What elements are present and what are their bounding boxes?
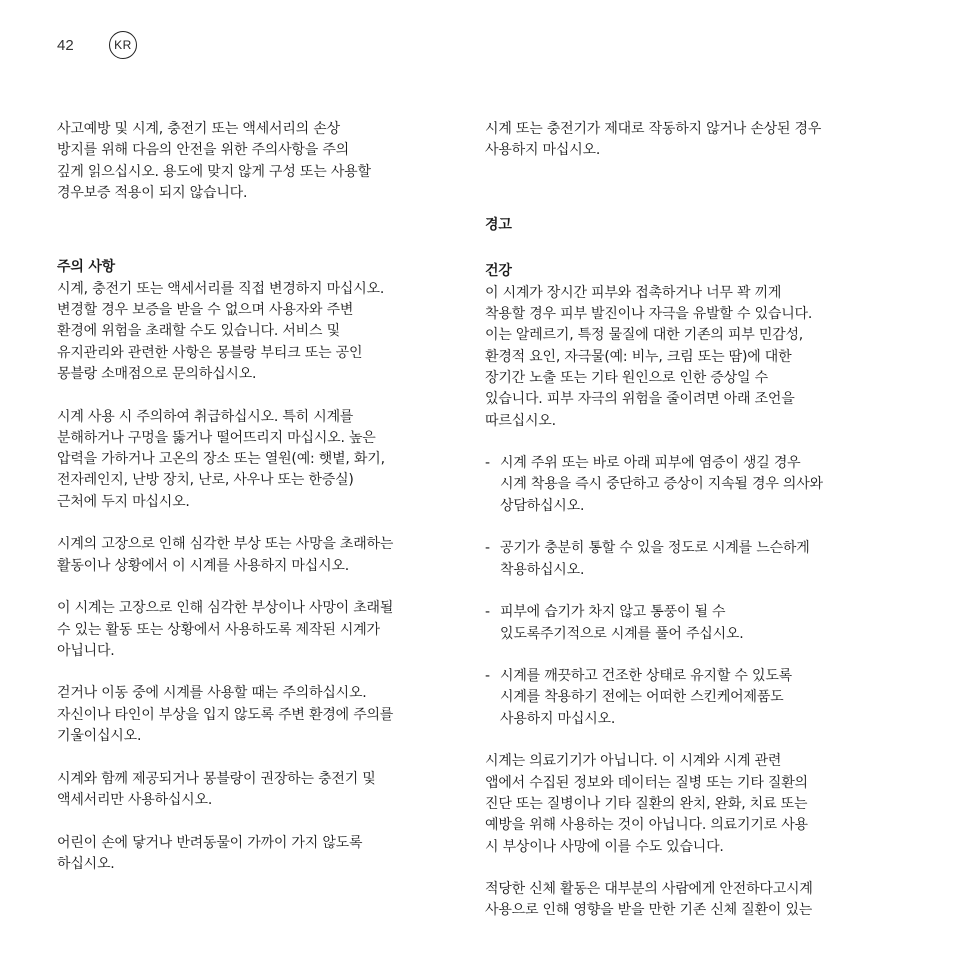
health-heading: 건강: [485, 263, 512, 280]
list-item: [485, 538, 895, 581]
bullet-dash: -: [485, 540, 490, 557]
medical-device-paragraph: 시계는 의료기기가 아닙니다. 이 시계와 시계 관련 앱에서 수집된 정보와 데이터는 질병 또는 기타 질환의 진단 또는 질병이나 기타 질환의 완치, 완화, 치료 또는 예방을 위해 사용하는 것이 아닙니다. 의료기기로 사용 시 부상이나 사망에 이를 수도 있습니다.: [485, 753, 808, 855]
bullet-text: 공기가 충분히 통할 수 있을 정도로 시계를 느슨하게 착용하십시오.: [500, 540, 810, 578]
page-number: 42: [57, 36, 74, 54]
caution-paragraph-chargers: 시계와 함께 제공되거나 몽블랑이 권장하는 충전기 및 액세서리만 사용하십시오.: [57, 770, 376, 808]
bullet-text: 시계 주위 또는 바로 아래 피부에 염증이 생길 경우 시계 착용을 즉시 중단하고 증상이 지속될 경우 의사와 상담하십시오.: [500, 455, 823, 514]
bullet-dash: -: [485, 604, 490, 621]
list-item: [485, 453, 895, 517]
health-intro-paragraph: 이 시계가 장시간 피부와 접촉하거나 너무 꽉 끼게 착용할 경우 피부 발진이나 자극을 유발할 수 있습니다. 이는 알레르기, 특정 물질에 대한 기존의 피부 민감성, 환경적 요인, 자극물(예: 비누, 크림 또는 땀)에 대한 장기간 노출 또는 기타 원인으로 인한 증상일 수 있습니다. 피부 자극의 위험을 줄이려면 아래 조언을 따르십시오.: [485, 284, 813, 429]
list-item: [485, 666, 895, 730]
caution-paragraph-handling: 시계 사용 시 주의하여 취급하십시오. 특히 시계를 분해하거나 구멍을 뚫거나 떨어뜨리지 마십시오. 높은 압력을 가하거나 고온의 장소 또는 열원(예: 햇볕, 화기, 전자레인지, 난방 장치, 난로, 사우나 또는 한증실) 근처에 두지 마십시오.: [57, 408, 385, 510]
caution-heading: 주의 사항: [57, 259, 115, 276]
physical-activity-paragraph: 적당한 신체 활동은 대부분의 사람에게 안전하다고시계 사용으로 인해 영향을 받을 만한 기존 신체 질환이 있는: [485, 881, 813, 919]
bullet-dash: -: [485, 455, 490, 472]
intro-paragraph: 사고예방 및 시계, 충전기 또는 액세서리의 손상 방지를 위해 다음의 안전을 위한 주의사항을 주의 깊게 읽으십시오. 용도에 맞지 않게 구성 또는 사용할 경우보증 적용이 되지 않습니다.: [57, 121, 371, 201]
bullet-text: 피부에 습기가 차지 않고 통풍이 될 수 있도록주기적으로 시계를 풀어 주십시오.: [500, 604, 744, 642]
list-item: [485, 602, 895, 645]
warning-heading: 경고: [485, 216, 512, 233]
bullet-dash: -: [485, 668, 490, 685]
left-column: [57, 119, 467, 875]
caution-paragraph-children: 어린이 손에 닿거나 반려동물이 가까이 가지 않도록 하십시오.: [57, 834, 363, 872]
language-badge: KR: [109, 31, 137, 59]
damaged-device-paragraph: 시계 또는 충전기가 제대로 작동하지 않거나 손상된 경우 사용하지 마십시오.: [485, 121, 822, 159]
caution-paragraph-design: 이 시계는 고장으로 인해 심각한 부상이나 사망이 초래될 수 있는 활동 또는 상황에서 사용하도록 제작된 시계가 아닙니다.: [57, 600, 394, 659]
caution-paragraph-walking: 걷거나 이동 중에 시계를 사용할 때는 주의하십시오. 자신이나 타인이 부상을 입지 않도록 주변 환경에 주의를 기울이십시오.: [57, 685, 394, 745]
caution-paragraph-hazard: 시계의 고장으로 인해 심각한 부상 또는 사망을 초래하는 활동이나 상황에서 이 시계를 사용하지 마십시오.: [57, 536, 394, 574]
bullet-text: 시계를 깨끗하고 건조한 상태로 유지할 수 있도록 시계를 착용하기 전에는 어떠한 스킨케어제품도 사용하지 마십시오.: [500, 668, 792, 727]
right-column: [485, 119, 895, 922]
caution-paragraph-modify: 시계, 충전기 또는 액세서리를 직접 변경하지 마십시오. 변경할 경우 보증을 받을 수 없으며 사용자와 주변 환경에 위험을 초래할 수도 있습니다. 서비스 및 유지관리와 관련한 사항은 몽블랑 부티크 또는 공인 몽블랑 소매점으로 문의하십시오.: [57, 280, 385, 382]
page-header: [57, 30, 137, 60]
